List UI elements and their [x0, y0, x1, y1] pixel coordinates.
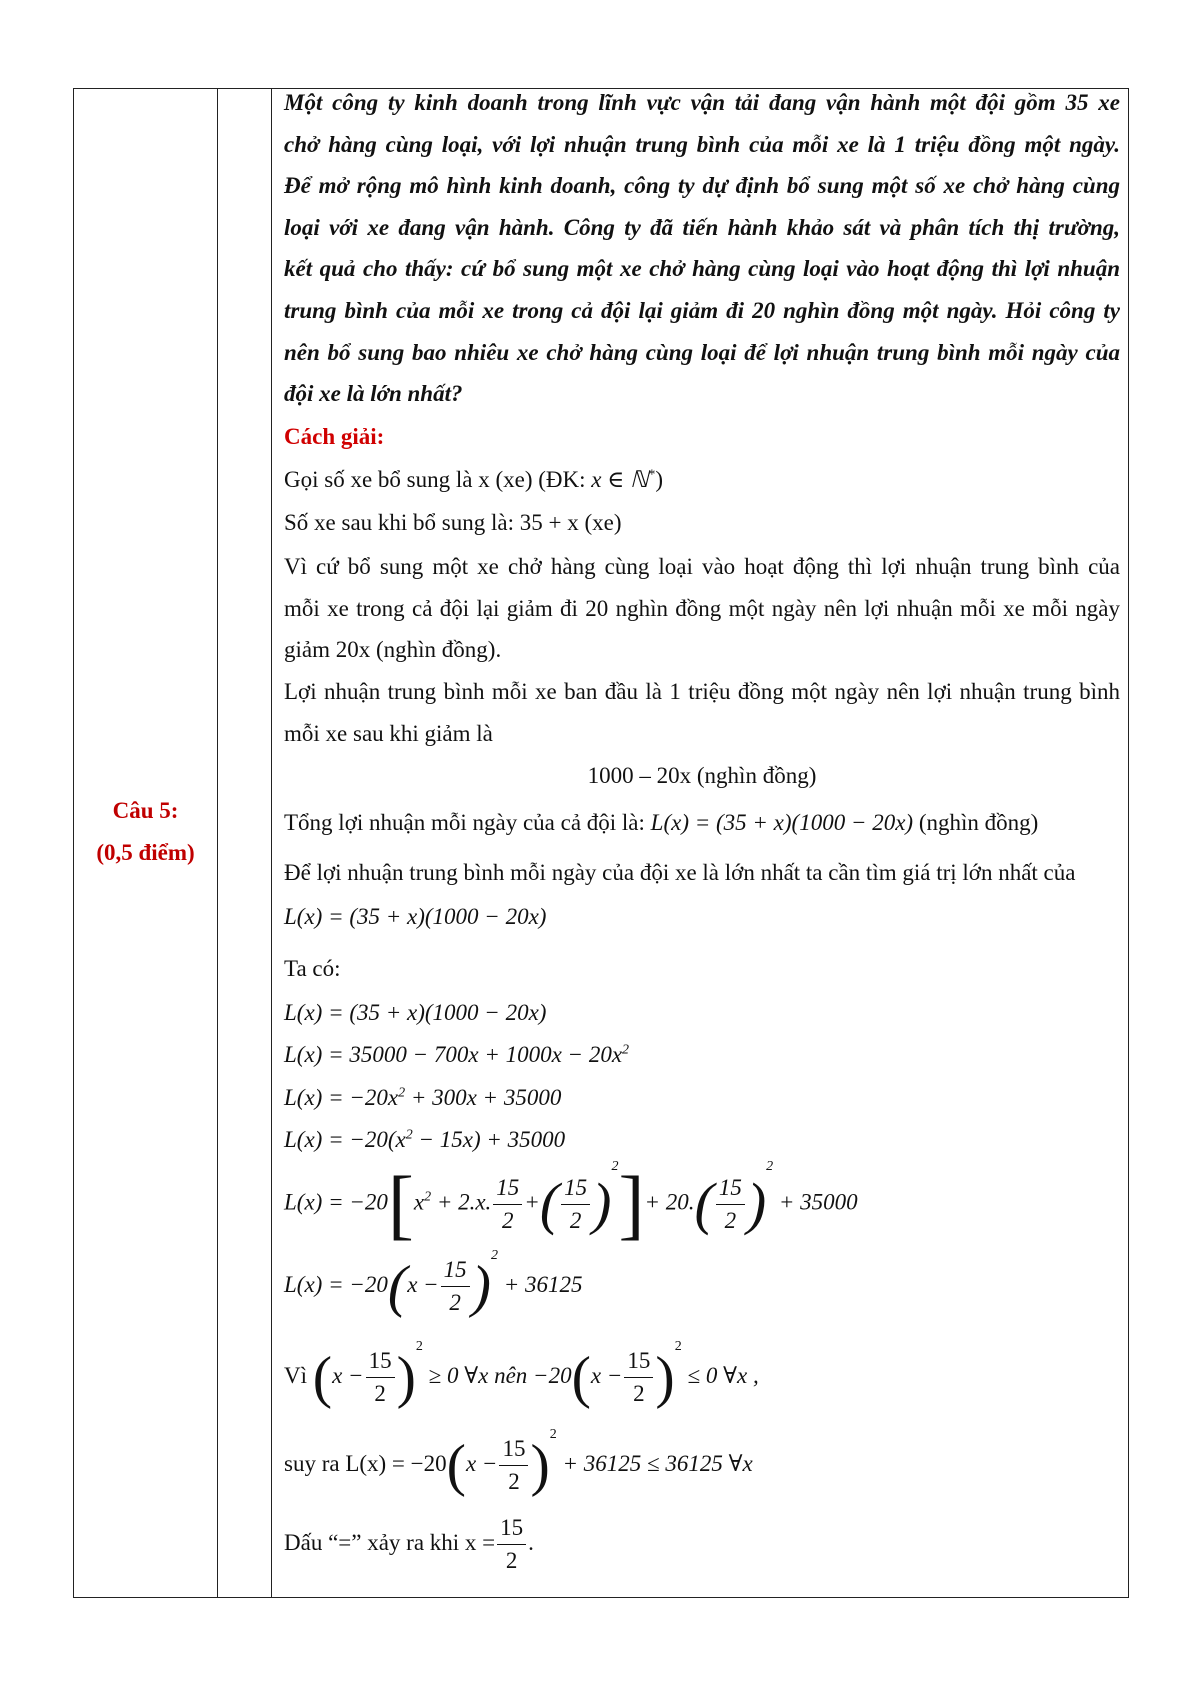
dau-text: Dấu “=” xảy ra khi x = — [284, 1529, 496, 1555]
vi-d: ≤ 0 ∀x , — [687, 1362, 759, 1388]
paren-close: ) — [530, 1432, 550, 1498]
fraction-den: 2 — [505, 1548, 518, 1573]
fraction-num: 15 — [716, 1172, 745, 1205]
reason-line: giảm 20x (nghìn đồng). — [284, 637, 502, 663]
initial-paragraph — [284, 671, 1120, 754]
initial-line: mỗi xe sau khi giảm là — [284, 720, 493, 746]
condition-sup: * — [648, 467, 656, 483]
step-5-c: + 2.x. — [431, 1189, 492, 1215]
problem-line: đội xe là lớn nhất? — [284, 381, 463, 407]
step-2-text: L(x) = 35000 − 700x + 1000x − 20x — [284, 1042, 623, 1067]
problem-line: Để mở rộng mô hình kinh doanh, công ty dự định bổ sung một số xe chở hàng cùng — [284, 173, 1120, 199]
paren-open: ( — [446, 1432, 466, 1498]
paren-open: ( — [571, 1344, 591, 1410]
step-3 — [284, 1085, 561, 1111]
problem-line: Một công ty kinh doanh trong lĩnh vực vận tải đang vận hành một đội gồm 35 xe — [284, 90, 1120, 115]
formula-L: L(x) = (35 + x)(1000 − 20x) — [284, 904, 547, 929]
fraction-num: 15 — [497, 1512, 526, 1545]
bracket-open: [ — [387, 1160, 414, 1247]
step-5-sq: 2 — [424, 1189, 432, 1205]
step-3-sq: 2 — [398, 1085, 406, 1101]
step-4-a: L(x) = −20(x — [284, 1127, 406, 1152]
fraction — [497, 1512, 526, 1577]
step-5: $L(x) = -20[x^2 + 2.x$. $\frac{15}{2}$ +( $\frac{15}{2}$ )$^2$]+ 20.( $\frac{15}{2}$ )$^2$ + 35000 — [284, 1159, 858, 1247]
step-1: L(x) = (35 + x)(1000 − 20x) — [284, 1000, 547, 1025]
paren-sq: 2 — [674, 1339, 682, 1354]
fraction-num: 15 — [366, 1345, 395, 1378]
after-add-line: Số xe sau khi bổ sung là: 35 + x (xe) — [284, 510, 622, 535]
fraction — [366, 1345, 395, 1410]
step-2 — [284, 1042, 629, 1068]
close-paren: ) — [655, 467, 664, 492]
step-6-a: L(x) = −20 — [284, 1271, 388, 1297]
paren-open: ( — [387, 1253, 408, 1319]
step-5-d: + 20. — [644, 1189, 695, 1215]
step-5-b: x — [413, 1189, 425, 1215]
paren-close: ) — [655, 1344, 675, 1410]
fraction — [493, 1172, 522, 1237]
paren-close: ) — [746, 1171, 767, 1236]
paren-sq: 2 — [415, 1339, 423, 1354]
paren-open: ( — [694, 1171, 714, 1236]
fraction-den: 2 — [724, 1207, 737, 1233]
step-4-sq: 2 — [405, 1127, 413, 1143]
fraction — [441, 1254, 470, 1319]
fraction-num: 15 — [441, 1254, 470, 1287]
solution-heading: Cách giải: — [284, 424, 385, 449]
condition: x ∈ ℕ — [591, 467, 649, 492]
fraction-den: 2 — [374, 1381, 386, 1406]
total-formula: L(x) = (35 + x)(1000 − 20x) — [650, 810, 914, 835]
suy-ra-c: + 36125 ≤ 36125 ∀x — [562, 1450, 753, 1476]
suy-ra-text: suy ra L(x) = −20 — [284, 1450, 447, 1476]
table-divider-2 — [271, 88, 272, 1598]
vi-b: x − — [590, 1362, 623, 1388]
fraction-num: 15 — [561, 1172, 590, 1205]
bracket-close: ] — [618, 1160, 645, 1247]
fraction-num: 15 — [624, 1345, 653, 1378]
paren-close: ) — [471, 1253, 491, 1319]
paren-sq: 2 — [491, 1248, 498, 1263]
suy-ra-line — [284, 1427, 753, 1498]
vi-text: Vì — [284, 1362, 307, 1388]
max-text: Để lợi nhuận trung bình mỗi ngày của đội xe là lớn nhất ta cần tìm giá trị lớn nhất của — [284, 860, 1076, 885]
paren-close: ) — [396, 1344, 416, 1410]
problem-line: loại với xe đang vận hành. Công ty đã tiến hành khảo sát và phân tích thị trường, — [284, 214, 1120, 240]
step-6-b: x − — [407, 1271, 439, 1297]
fraction-den: 2 — [633, 1381, 645, 1406]
step-4 — [284, 1127, 565, 1153]
step-5-e: + 35000 — [778, 1189, 858, 1215]
fraction — [499, 1433, 528, 1498]
let-x-text: Gọi số xe bổ sung là x (xe) (ĐK: — [284, 467, 592, 492]
total-line — [284, 810, 1038, 836]
paren-sq: 2 — [766, 1159, 774, 1174]
paren-close: ) — [592, 1171, 612, 1236]
total-text: Tổng lợi nhuận mỗi ngày của cả đội là: — [284, 810, 651, 835]
question-label: Câu 5: — [112, 798, 179, 823]
problem-line: nên bổ sung bao nhiêu xe chở hàng cùng loại để lợi nhuận trung bình mỗi ngày của — [284, 339, 1120, 365]
fraction-den: 2 — [502, 1207, 514, 1233]
fraction-den: 2 — [569, 1207, 582, 1233]
fraction — [624, 1345, 653, 1410]
step-4-b: − 15x) + 35000 — [412, 1127, 566, 1152]
let-x-line — [284, 467, 663, 493]
problem-statement — [284, 82, 1120, 415]
total-unit: (nghìn đồng) — [913, 810, 1039, 835]
problem-line: trung bình của mỗi xe trong cả đội lại giảm đi 20 nghìn đồng một ngày. Hỏi công ty — [284, 297, 1120, 323]
vi-line — [284, 1339, 759, 1410]
vi-b: x − — [332, 1362, 364, 1388]
table-divider-1 — [217, 88, 218, 1598]
fraction-den: 2 — [449, 1290, 461, 1315]
fraction-num: 15 — [499, 1433, 528, 1466]
suy-ra-b: x − — [465, 1450, 498, 1476]
reduced-profit: 1000 – 20x (nghìn đồng) — [587, 763, 817, 788]
fraction — [561, 1172, 590, 1237]
reason-line: Vì cứ bổ sung một xe chở hàng cùng loại vào hoạt động thì lợi nhuận trung bình của — [284, 554, 1120, 579]
reason-paragraph — [284, 546, 1120, 671]
question-points: (0,5 điểm) — [96, 840, 195, 865]
paren-sq: 2 — [611, 1159, 619, 1174]
paren-sq: 2 — [549, 1427, 557, 1442]
paren-open: ( — [312, 1344, 333, 1410]
dau-line — [284, 1512, 534, 1577]
reason-line: mỗi xe trong cả đội lại giảm đi 20 nghìn đồng một ngày nên lợi nhuận mỗi xe mỗi ngày — [284, 595, 1120, 621]
step-3-b: + 300x + 35000 — [405, 1085, 562, 1110]
step-6 — [284, 1248, 583, 1319]
step-2-sq: 2 — [622, 1042, 630, 1058]
initial-line: Lợi nhuận trung bình mỗi xe ban đầu là 1 triệu đồng một ngày nên lợi nhuận trung bình — [284, 679, 1120, 704]
fraction — [716, 1172, 745, 1237]
fraction-den: 2 — [508, 1469, 520, 1494]
step-3-a: L(x) = −20x — [284, 1085, 399, 1110]
problem-line: chở hàng cùng loại, với lợi nhuận trung bình của mỗi xe là 1 triệu đồng một ngày. — [284, 131, 1120, 157]
vi-c: ≥ 0 ∀x nên −20 — [428, 1362, 572, 1388]
step-5-a: L(x) = −20 — [284, 1189, 388, 1215]
problem-line: kết quả cho thấy: cứ bổ sung một xe chở hàng cùng loại vào hoạt động thì lợi nhuận — [284, 256, 1120, 282]
dau-end: . — [528, 1529, 534, 1555]
ta-co: Ta có: — [284, 956, 341, 981]
paren-open: ( — [539, 1171, 560, 1236]
step-6-c: + 36125 — [503, 1271, 583, 1297]
fraction-num: 15 — [493, 1172, 522, 1205]
